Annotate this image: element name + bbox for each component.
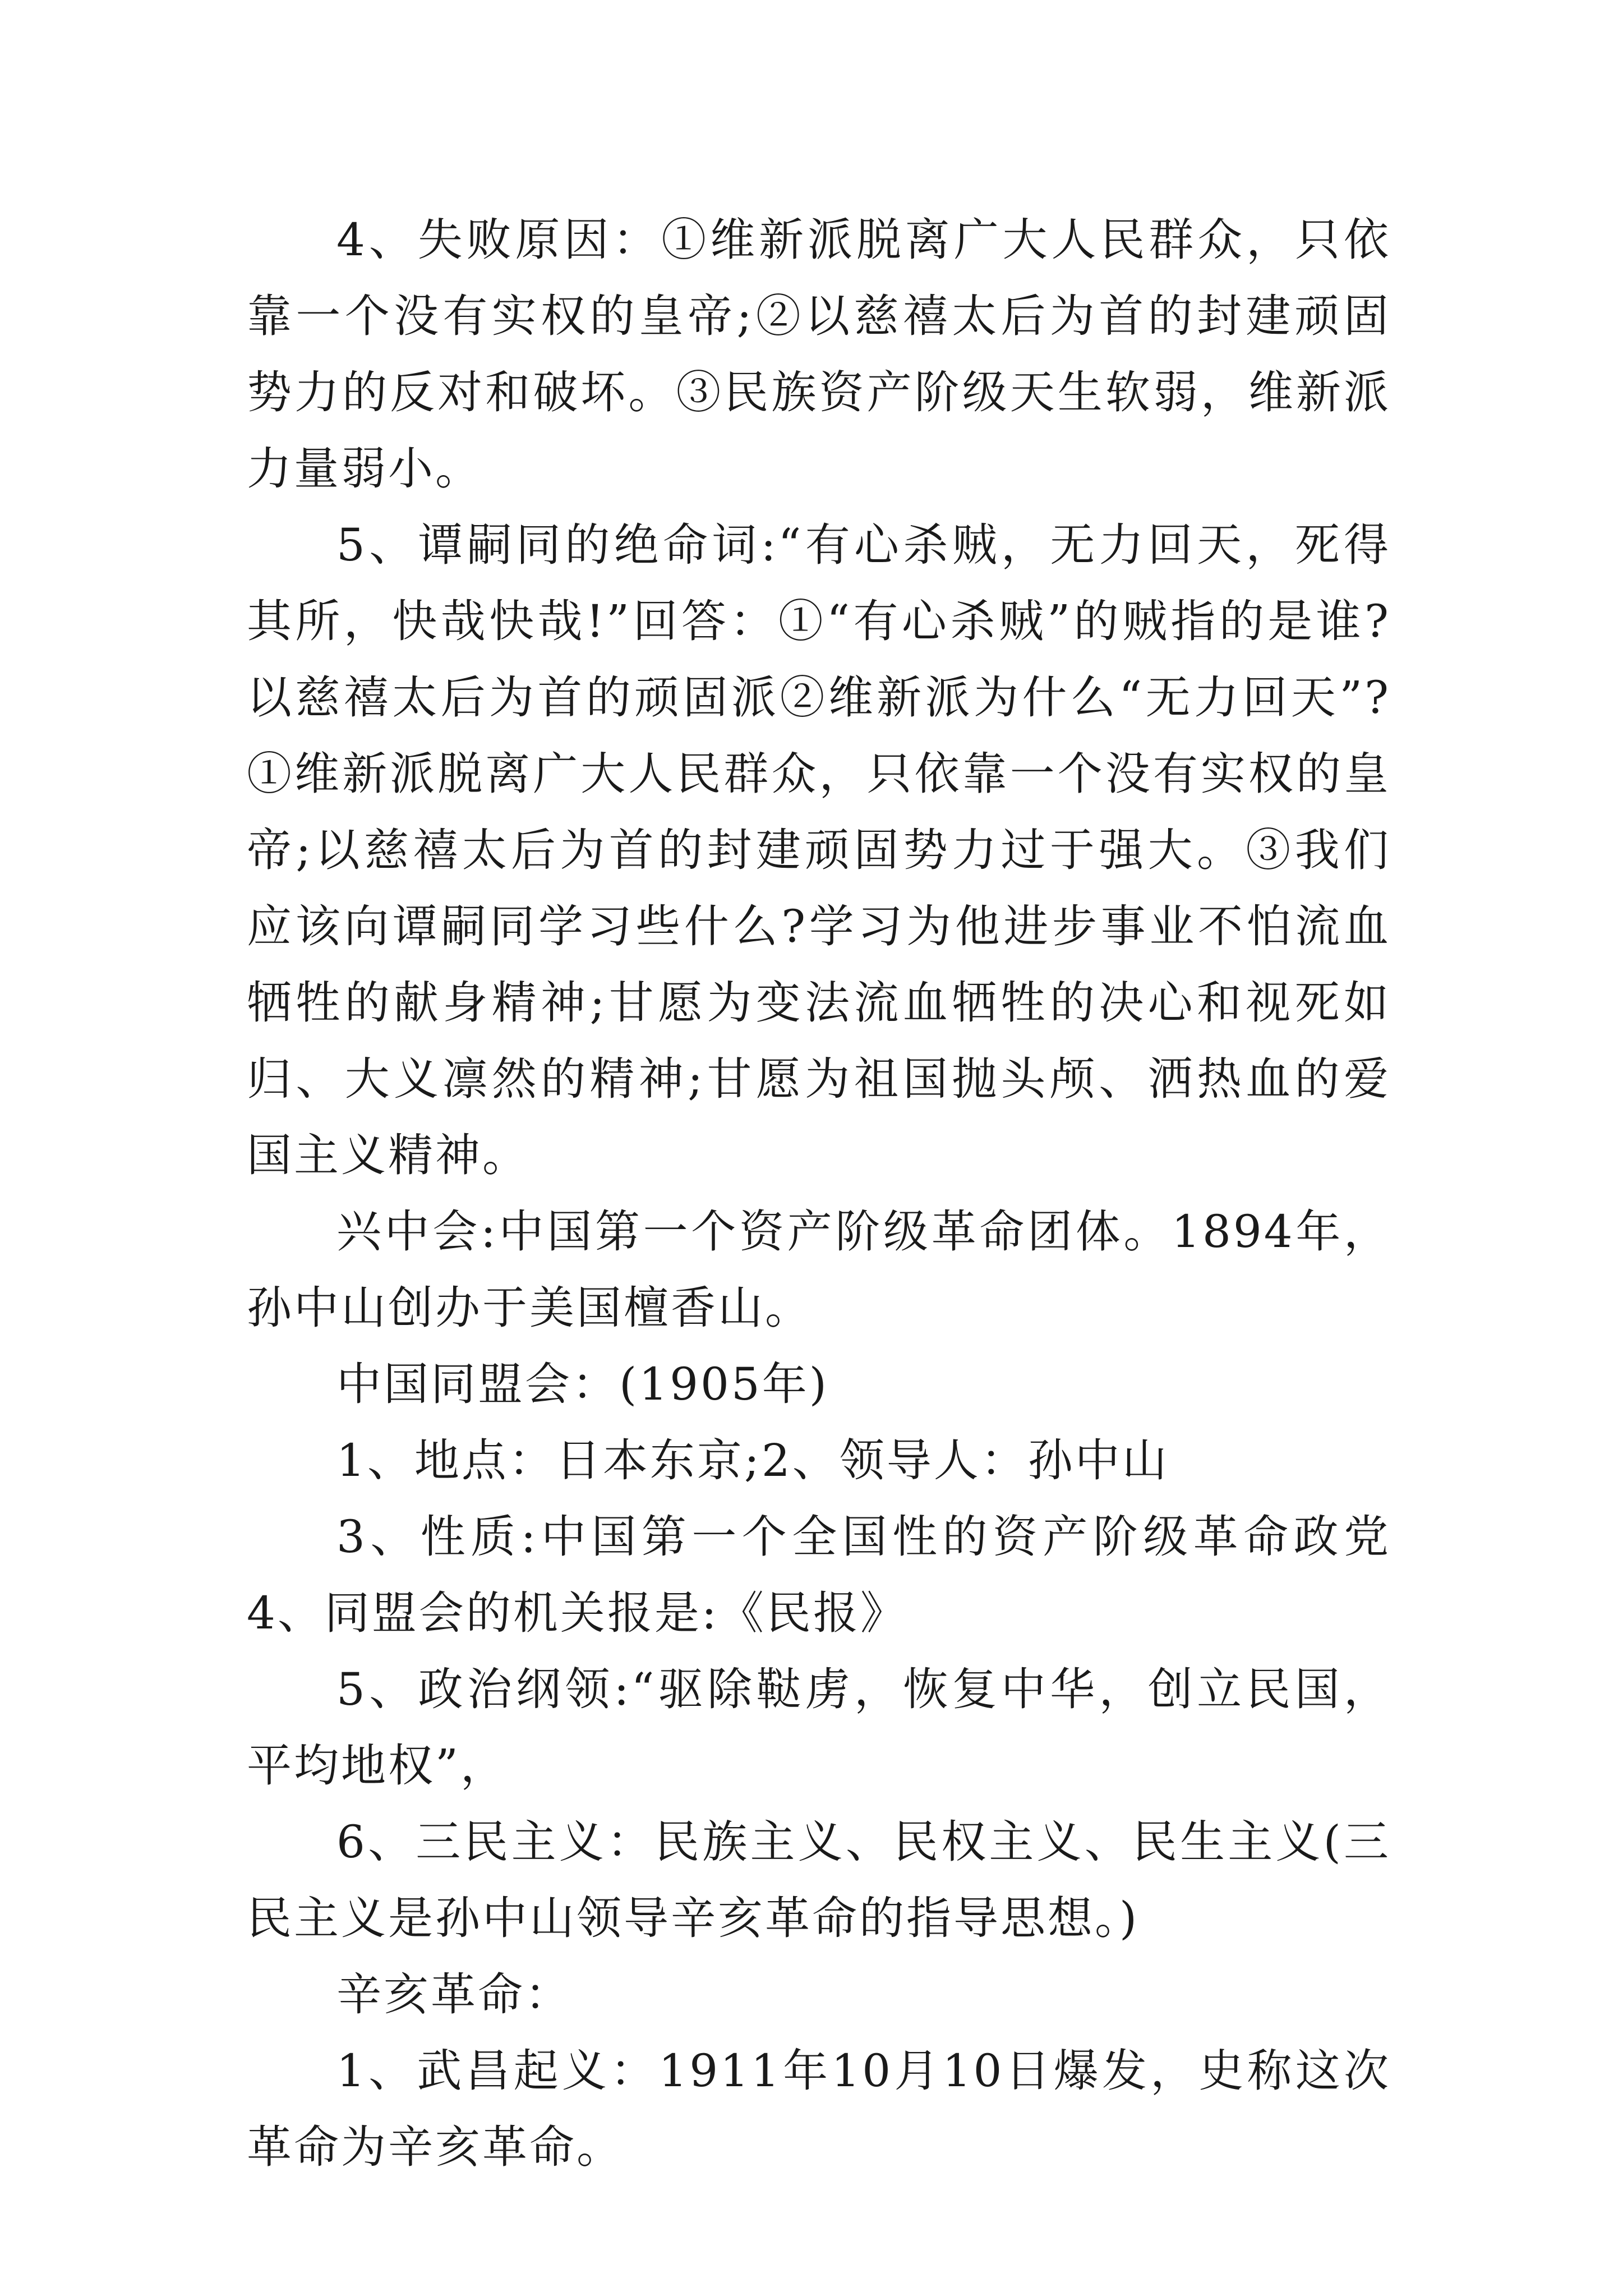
paragraph-tan-sitong-poem: 5、谭嗣同的绝命词:“有心杀贼，无力回天，死得其所，快哉快哉!”回答：①“有心杀贼”的贼指的是谁?以慈禧太后为首的顽固派②维新派为什么“无力回天”?①维新派脱离广大人民群众，只依靠一个没有实权的皇帝;以慈禧太后为首的封建顽固势力过于强大。③我们应该向谭嗣同学习些什么?学习为他进步事业不怕流血牺牲的献身精神;甘愿为变法流血牺牲的决心和视死如归、大义凛然的精神;甘愿为祖国抛头颅、洒热血的爱国主义精神。 bbox=[247, 519, 1391, 1181]
paragraph-failure-reasons: 4、失败原因：①维新派脱离广大人民群众，只依靠一个没有实权的皇帝;②以慈禧太后为首的封建顽固势力的反对和破坏。③民族资产阶级天生软弱，维新派力量弱小。 bbox=[247, 214, 1391, 495]
paragraph-xingzhonghui: 兴中会:中国第一个资产阶级革命团体。1894年，孙中山创办于美国檀香山。 bbox=[247, 1205, 1391, 1334]
paragraph-tongmenghui-heading: 中国同盟会：(1905年) bbox=[336, 1358, 829, 1410]
paragraph-three-principles: 6、三民主义：民族主义、民权主义、民生主义(三民主义是孙中山领导辛亥革命的指导思想。) bbox=[247, 1816, 1391, 1944]
paragraph-nature-newspaper: 3、性质:中国第一个全国性的资产阶级革命政党4、同盟会的机关报是:《民报》 bbox=[247, 1511, 1391, 1639]
paragraph-xinhai-heading: 辛亥革命： bbox=[336, 1968, 572, 2021]
paragraph-location-leader: 1、地点：日本东京;2、领导人：孙中山 bbox=[336, 1434, 1169, 1487]
paragraph-political-program: 5、政治纲领:“驱除鞑虏，恢复中华，创立民国，平均地权”， bbox=[247, 1663, 1391, 1792]
document-body bbox=[247, 202, 1391, 2185]
paragraph-wuchang-uprising: 1、武昌起义：1911年10月10日爆发，史称这次革命为辛亥革命。 bbox=[247, 2045, 1391, 2173]
